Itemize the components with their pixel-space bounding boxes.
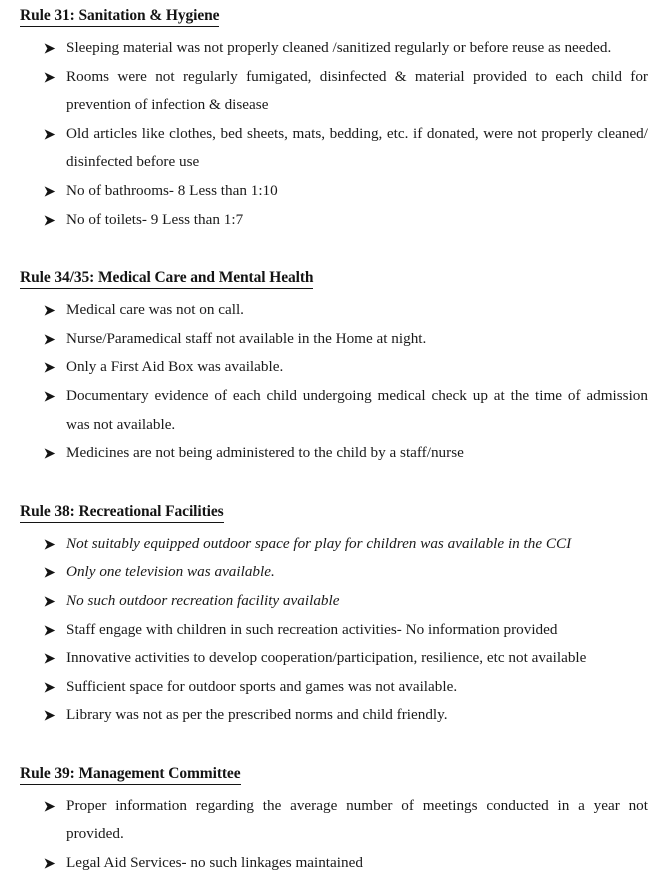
bullet-list [20, 34, 648, 234]
list-item-text: Old articles like clothes, bed sheets, mats, bedding, etc. if donated, were not properly cleaned/ disinfected before use [66, 124, 648, 171]
list-item [20, 792, 648, 849]
arrow-head-bullet-icon [44, 530, 60, 559]
arrow-head-bullet-icon [44, 701, 60, 730]
arrow-head-bullet-icon [44, 353, 60, 382]
list-item-text: Only a First Aid Box was available. [66, 358, 284, 376]
arrow-head-bullet-icon [44, 382, 60, 411]
list-item-text: No such outdoor recreation facility available [66, 591, 340, 609]
list-item-text: Rooms were not regularly fumigated, disinfected & material provided to each child for prevention of infection & disease [66, 67, 648, 114]
list-item [20, 177, 648, 206]
list-item [20, 63, 648, 120]
section-heading: Rule 34/35: Medical Care and Mental Health [20, 268, 313, 289]
list-item [20, 34, 648, 63]
section-heading: Rule 39: Management Committee [20, 764, 241, 785]
arrow-head-bullet-icon [44, 177, 60, 206]
list-item-text: Library was not as per the prescribed norms and child friendly. [66, 706, 448, 724]
list-item [20, 296, 648, 325]
arrow-head-bullet-icon [44, 34, 60, 63]
list-item [20, 382, 648, 439]
list-item-text: Not suitably equipped outdoor space for play for children was available in the CCI [66, 534, 572, 552]
list-item [20, 587, 648, 616]
list-item-text: Only one television was available. [66, 563, 275, 581]
list-item [20, 701, 648, 730]
arrow-head-bullet-icon [44, 587, 60, 616]
section-rule-34-35 [20, 268, 648, 468]
list-item-text: Sufficient space for outdoor sports and games was not available. [66, 677, 458, 695]
bullet-list [20, 530, 648, 730]
arrow-head-bullet-icon [44, 673, 60, 702]
list-item-text: Sleeping material was not properly cleaned /sanitized regularly or before reuse as needed. [66, 39, 612, 56]
arrow-head-bullet-icon [44, 849, 60, 878]
arrow-head-bullet-icon [44, 120, 60, 149]
list-item [20, 673, 648, 702]
arrow-head-bullet-icon [44, 644, 60, 673]
arrow-head-bullet-icon [44, 616, 60, 645]
list-item-text: Proper information regarding the average number of meetings conducted in a year not provided. [66, 796, 648, 843]
arrow-head-bullet-icon [44, 558, 60, 587]
list-item-text: No of bathrooms- 8 Less than 1:10 [66, 181, 278, 199]
list-item-text: Staff engage with children in such recreation activities- No information provided [66, 620, 558, 638]
arrow-head-bullet-icon [44, 63, 60, 92]
arrow-head-bullet-icon [44, 439, 60, 468]
arrow-head-bullet-icon [44, 206, 60, 235]
list-item-text: Medical care was not on call. [66, 301, 244, 319]
list-item [20, 353, 648, 382]
section-heading: Rule 38: Recreational Facilities [20, 502, 224, 523]
list-item-text: Documentary evidence of each child undergoing medical check up at the time of admission was not available. [66, 386, 648, 433]
list-item [20, 644, 648, 673]
list-item-text: Legal Aid Services- no such linkages maintained [66, 854, 363, 872]
sections-container [20, 6, 648, 878]
section-rule-38 [20, 502, 648, 730]
list-item [20, 206, 648, 235]
list-item-text: No of toilets- 9 Less than 1:7 [66, 210, 244, 228]
bullet-list [20, 296, 648, 468]
arrow-head-bullet-icon [44, 792, 60, 821]
arrow-head-bullet-icon [44, 325, 60, 354]
list-item [20, 439, 648, 468]
bullet-list [20, 792, 648, 878]
list-item [20, 849, 648, 878]
arrow-head-bullet-icon [44, 296, 60, 325]
list-item [20, 530, 648, 559]
section-rule-31 [20, 6, 648, 234]
list-item [20, 120, 648, 177]
list-item-text: Nurse/Paramedical staff not available in the Home at night. [66, 329, 427, 347]
list-item [20, 616, 648, 645]
list-item-text: Innovative activities to develop cooperation/participation, resilience, etc not available [66, 649, 587, 667]
list-item [20, 325, 648, 354]
list-item-text: Medicines are not being administered to the child by a staff/nurse [66, 444, 464, 462]
section-heading: Rule 31: Sanitation & Hygiene [20, 6, 219, 27]
section-rule-39 [20, 764, 648, 878]
list-item [20, 558, 648, 587]
